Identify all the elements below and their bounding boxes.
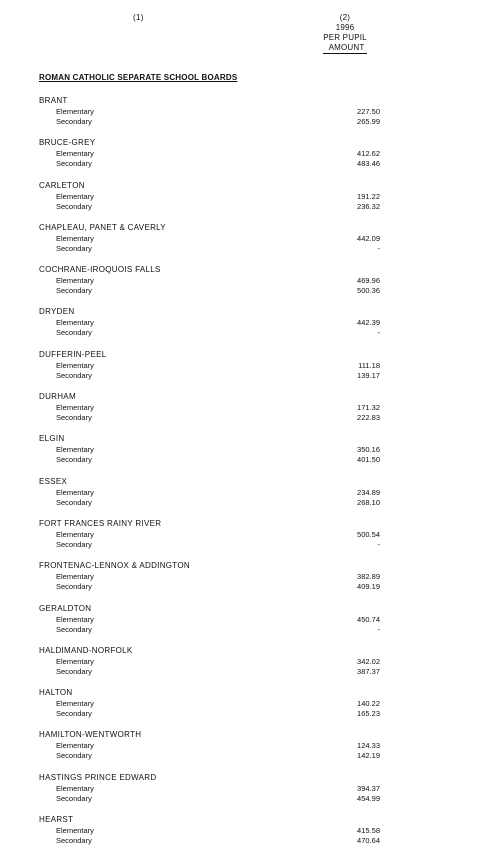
board-entry (0, 773, 486, 815)
board-row (0, 244, 486, 254)
board-entry (0, 561, 486, 603)
school-level-label: Elementary (56, 276, 94, 286)
board-row (0, 751, 486, 761)
board-row (0, 202, 486, 212)
per-pupil-amount: 442.09 (357, 233, 380, 243)
per-pupil-amount: 387.37 (357, 666, 380, 676)
board-row (0, 784, 486, 794)
school-level-label: Elementary (56, 529, 94, 539)
board-name: FORT FRANCES RAINY RIVER (39, 518, 162, 528)
board-row (0, 794, 486, 804)
school-level-label: Elementary (56, 741, 94, 751)
column-1-header: (1) (133, 13, 144, 22)
per-pupil-amount: 454.99 (357, 793, 380, 803)
per-pupil-amount: 171.32 (357, 403, 380, 413)
school-level-label: Secondary (56, 836, 92, 846)
board-entry (0, 604, 486, 646)
board-row (0, 286, 486, 296)
school-level-label: Secondary (56, 413, 92, 423)
school-level-label: Elementary (56, 149, 94, 159)
school-level-label: Elementary (56, 614, 94, 624)
section-title: ROMAN CATHOLIC SEPARATE SCHOOL BOARDS (39, 73, 238, 82)
board-row (0, 741, 486, 751)
board-name: HASTINGS PRINCE EDWARD (39, 772, 157, 782)
per-pupil-amount: 483.46 (357, 159, 380, 169)
school-level-label: Secondary (56, 243, 92, 253)
board-name: ELGIN (39, 434, 65, 444)
board-row (0, 445, 486, 455)
board-row (0, 107, 486, 117)
board-name: HEARST (39, 815, 74, 825)
board-entry (0, 350, 486, 392)
board-list (0, 96, 486, 857)
per-pupil-amount: 222.83 (357, 413, 380, 423)
per-pupil-amount: 234.89 (357, 487, 380, 497)
column-2-year: 1996 (335, 23, 355, 32)
school-level-label: Elementary (56, 656, 94, 666)
board-entry (0, 519, 486, 561)
board-name: ESSEX (39, 476, 68, 486)
board-row (0, 572, 486, 582)
board-row (0, 826, 486, 836)
board-row (0, 530, 486, 540)
board-row (0, 318, 486, 328)
per-pupil-amount: 265.99 (357, 117, 380, 126)
column-2-header (310, 13, 380, 54)
per-pupil-amount: 350.16 (357, 445, 380, 455)
board-name: BRUCE-GREY (39, 138, 96, 148)
board-row (0, 413, 486, 423)
school-level-label: Secondary (56, 286, 92, 296)
board-row (0, 403, 486, 413)
board-entry (0, 477, 486, 519)
school-level-label: Elementary (56, 360, 94, 370)
per-pupil-amount: 500.36 (357, 286, 380, 296)
column-2-number: (2) (339, 13, 351, 22)
per-pupil-amount: 500.54 (357, 529, 380, 539)
board-name: DUFFERIN-PEEL (39, 349, 107, 359)
board-name: FRONTENAC-LENNOX & ADDINGTON (39, 561, 190, 571)
school-level-label: Secondary (56, 751, 92, 761)
school-level-label: Elementary (56, 826, 94, 836)
school-level-label: Secondary (56, 117, 92, 126)
school-level-label: Secondary (56, 582, 92, 592)
per-pupil-amount: 124.33 (357, 741, 380, 751)
per-pupil-amount: 409.19 (357, 582, 380, 592)
per-pupil-amount: 191.22 (357, 191, 380, 201)
board-row (0, 615, 486, 625)
per-pupil-amount: 227.50 (357, 107, 380, 116)
per-pupil-amount: - (377, 539, 380, 549)
school-level-label: Elementary (56, 445, 94, 455)
board-entry (0, 181, 486, 223)
per-pupil-amount: 342.02 (357, 656, 380, 666)
school-level-label: Secondary (56, 370, 92, 380)
board-row (0, 361, 486, 371)
school-level-label: Secondary (56, 455, 92, 465)
school-level-label: Elementary (56, 699, 94, 709)
per-pupil-amount: 470.64 (357, 836, 380, 846)
board-row (0, 234, 486, 244)
per-pupil-amount: - (377, 328, 380, 338)
school-level-label: Secondary (56, 328, 92, 338)
school-level-label: Elementary (56, 107, 94, 116)
board-entry (0, 434, 486, 476)
board-name: COCHRANE-IROQUOIS FALLS (39, 265, 161, 275)
school-level-label: Secondary (56, 624, 92, 634)
board-name: BRANT (39, 96, 68, 105)
board-row (0, 488, 486, 498)
board-row (0, 192, 486, 202)
per-pupil-amount: 142.19 (357, 751, 380, 761)
board-entry (0, 265, 486, 307)
board-entry (0, 138, 486, 180)
per-pupil-amount: 401.50 (357, 455, 380, 465)
school-level-label: Secondary (56, 497, 92, 507)
per-pupil-amount: 442.39 (357, 318, 380, 328)
per-pupil-amount: 450.74 (357, 614, 380, 624)
per-pupil-amount: 111.18 (358, 360, 380, 370)
board-name: HAMILTON-WENTWORTH (39, 730, 142, 740)
board-name: DURHAM (39, 392, 76, 402)
board-row (0, 667, 486, 677)
board-name: HALTON (39, 688, 73, 698)
board-row (0, 625, 486, 635)
board-name: CHAPLEAU, PANET & CAVERLY (39, 222, 166, 232)
school-level-label: Secondary (56, 201, 92, 211)
board-name: DRYDEN (39, 307, 75, 317)
board-row (0, 836, 486, 846)
board-row (0, 498, 486, 508)
school-level-label: Elementary (56, 403, 94, 413)
board-entry (0, 307, 486, 349)
per-pupil-amount: - (377, 624, 380, 634)
school-level-label: Secondary (56, 159, 92, 169)
school-level-label: Elementary (56, 572, 94, 582)
school-level-label: Secondary (56, 709, 92, 719)
school-level-label: Secondary (56, 666, 92, 676)
school-level-label: Elementary (56, 191, 94, 201)
per-pupil-amount: 394.37 (357, 783, 380, 793)
board-row (0, 709, 486, 719)
school-level-label: Elementary (56, 318, 94, 328)
board-row (0, 117, 486, 127)
per-pupil-amount: 382.89 (357, 572, 380, 582)
column-2-per-pupil: PER PUPIL (323, 33, 367, 42)
board-entry (0, 688, 486, 730)
board-row (0, 371, 486, 381)
school-level-label: Elementary (56, 233, 94, 243)
per-pupil-amount: 140.22 (357, 699, 380, 709)
board-entry (0, 646, 486, 688)
board-name: GERALDTON (39, 603, 92, 613)
per-pupil-amount: 412.62 (357, 149, 380, 159)
board-row (0, 540, 486, 550)
school-level-label: Elementary (56, 487, 94, 497)
board-entry (0, 96, 486, 138)
board-row (0, 149, 486, 159)
school-level-label: Elementary (56, 783, 94, 793)
board-entry (0, 815, 486, 857)
board-row (0, 159, 486, 169)
board-entry (0, 730, 486, 772)
per-pupil-amount: 268.10 (357, 497, 380, 507)
school-level-label: Secondary (56, 793, 92, 803)
board-name: HALDIMAND-NORFOLK (39, 645, 133, 655)
board-row (0, 582, 486, 592)
board-entry (0, 223, 486, 265)
board-entry (0, 392, 486, 434)
school-level-label: Secondary (56, 539, 92, 549)
board-row (0, 699, 486, 709)
board-row (0, 328, 486, 338)
per-pupil-amount: 165.23 (357, 709, 380, 719)
per-pupil-amount: 469.96 (357, 276, 380, 286)
per-pupil-amount: 139.17 (357, 370, 380, 380)
board-row (0, 276, 486, 286)
per-pupil-amount: 415.58 (357, 826, 380, 836)
per-pupil-amount: - (377, 243, 380, 253)
board-row (0, 657, 486, 667)
column-2-amount: AMOUNT (323, 43, 368, 54)
board-row (0, 455, 486, 465)
board-name: CARLETON (39, 180, 85, 190)
per-pupil-amount: 236.32 (357, 201, 380, 211)
